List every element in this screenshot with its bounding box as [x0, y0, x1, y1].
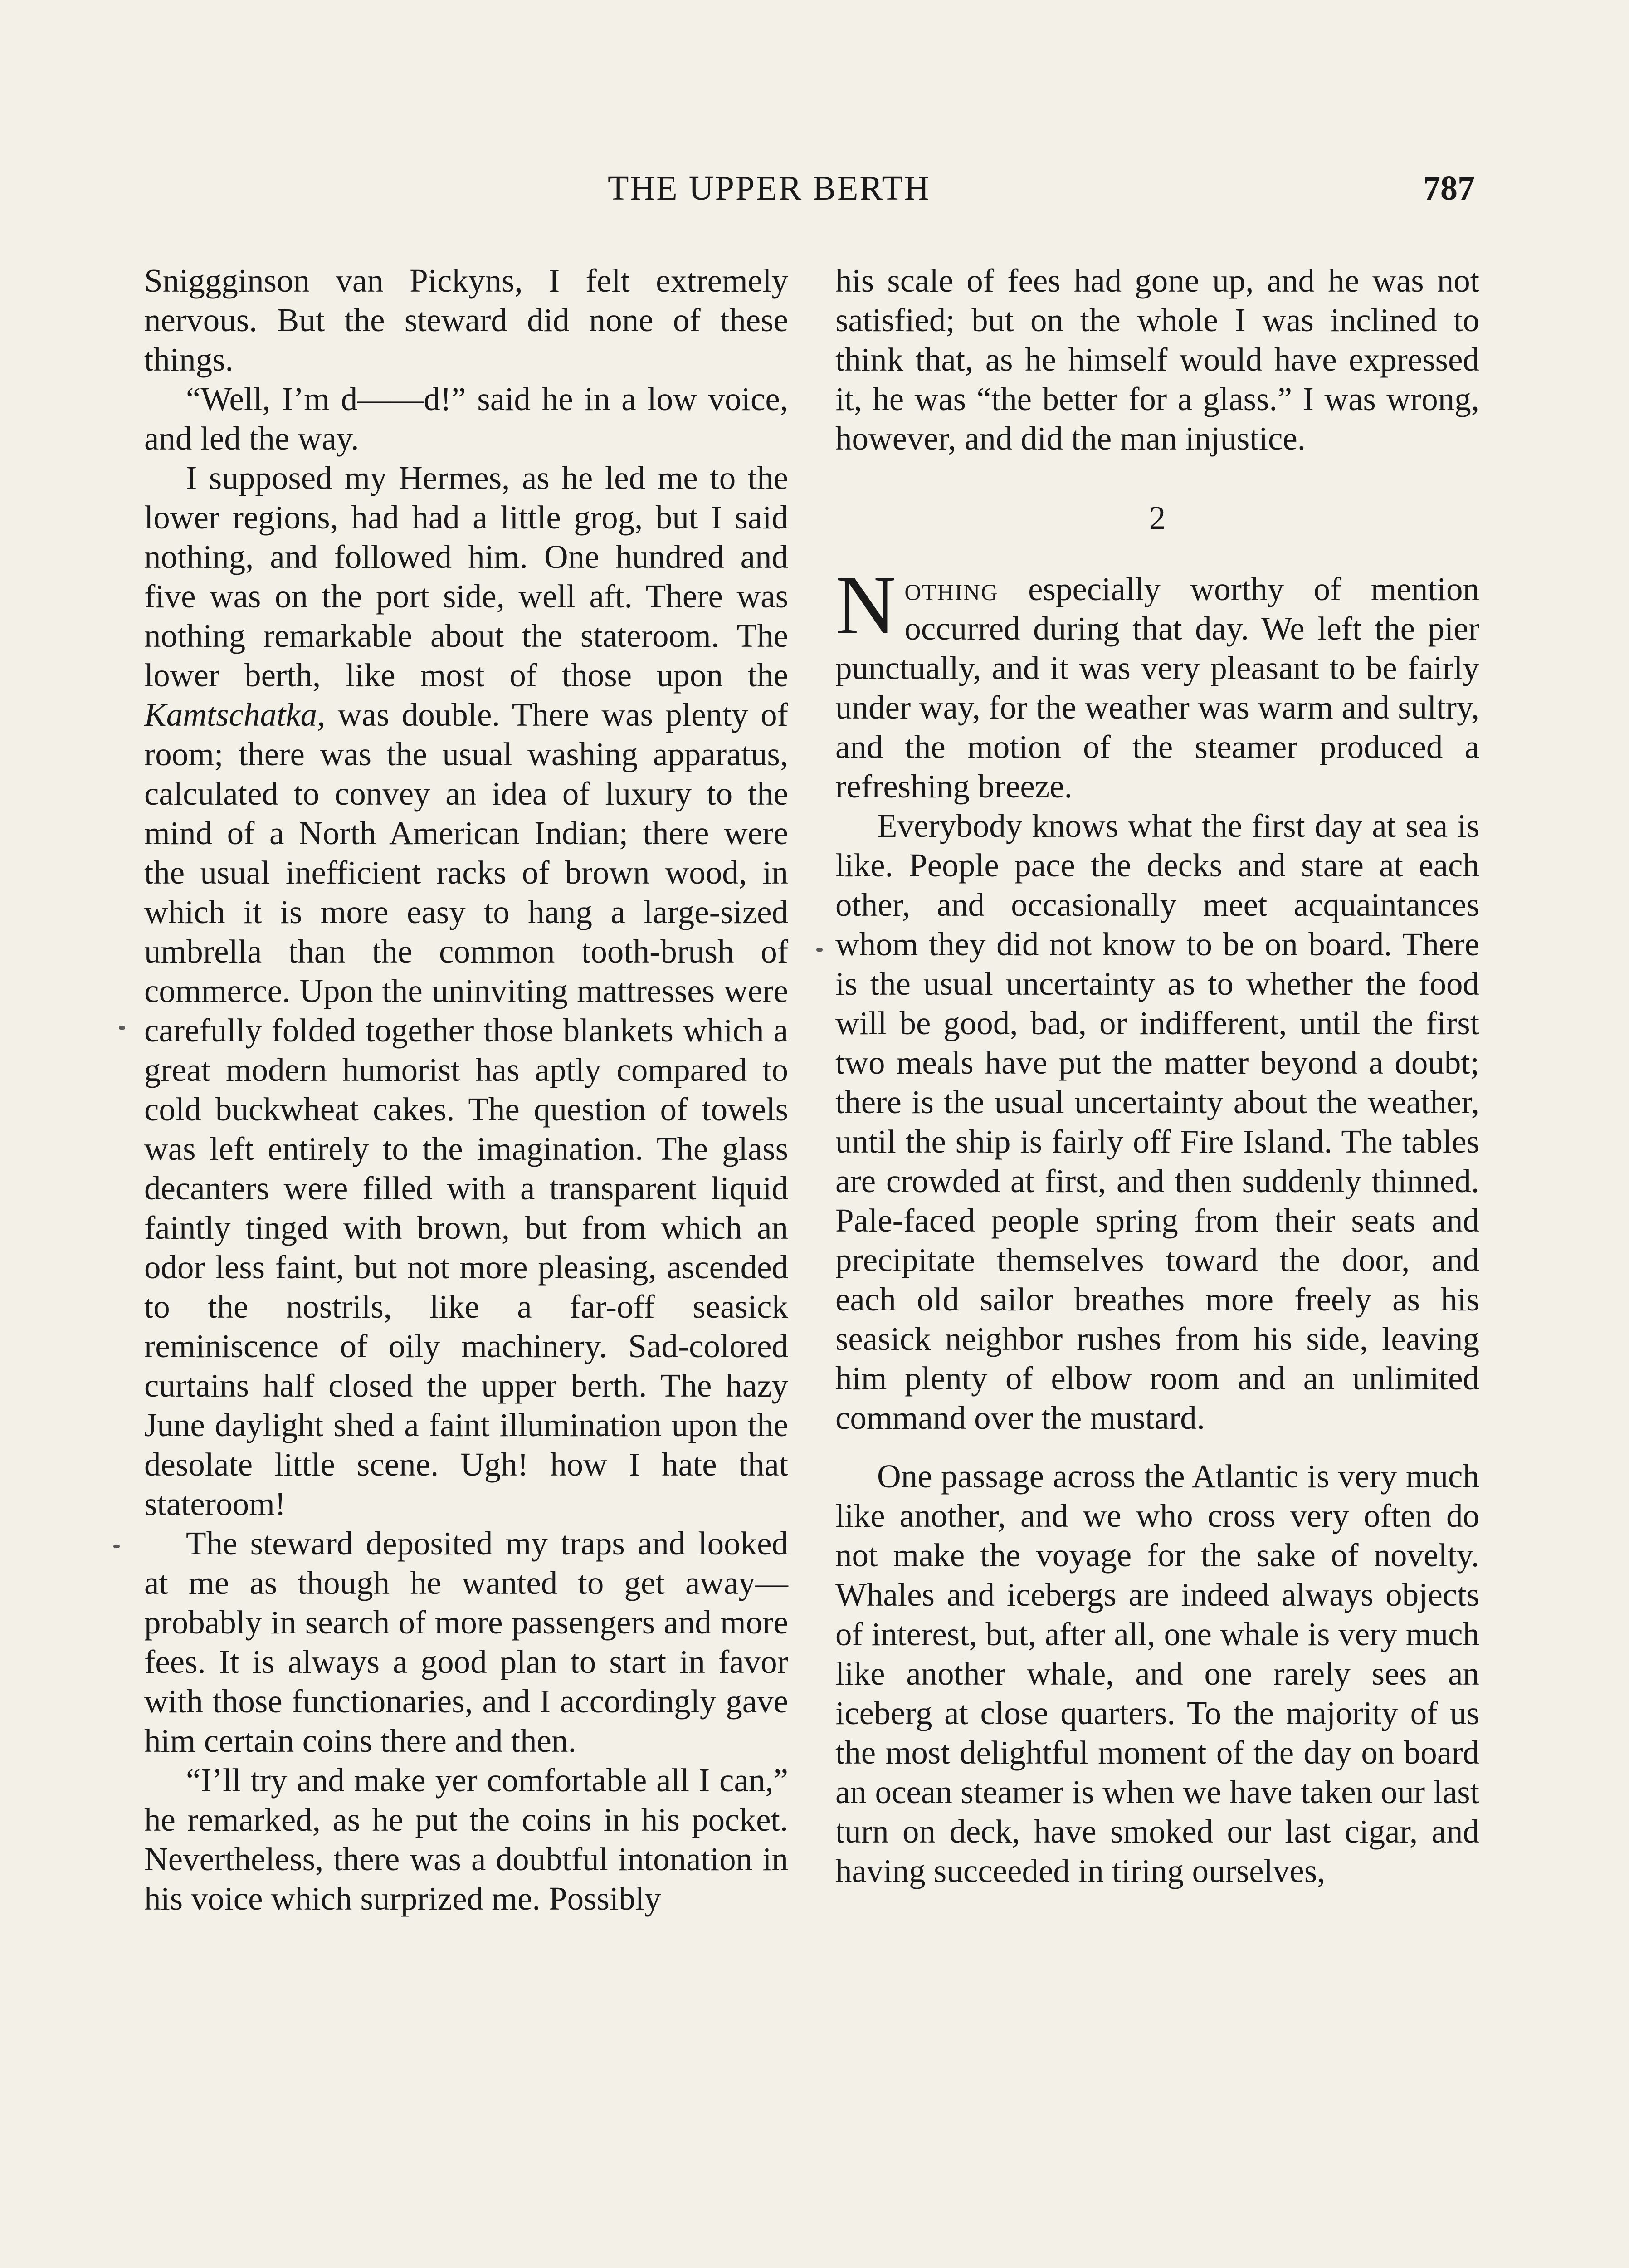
section-number: 2: [1149, 499, 1166, 536]
paragraph: [144, 458, 788, 1524]
small-caps-opening: othing: [904, 571, 999, 607]
print-speck: [113, 1545, 120, 1548]
right-column: [835, 261, 1479, 1891]
print-speck: [816, 948, 823, 952]
paragraph: [835, 558, 1479, 806]
page-number: 787: [1423, 169, 1475, 207]
paragraph: “Well, I’m d——d!” said he in a low voice, and led the way.: [144, 381, 788, 457]
running-title: THE UPPER BERTH: [608, 169, 931, 207]
page-header: [0, 168, 1629, 209]
paragraph: his scale of fees had gone up, and he was not satisfied; but on the whole I was inclined to think that, as he himself would have expressed it, he was “the better for a glass.” I was wrong, however, and did the man injustice.: [835, 262, 1479, 457]
paragraph-text: especially worthy of mention occurred during that day. We left the pier punctually, and it was very pleasant to be fairly under way, for the weather was warm and sultry, and the motion of the steamer produced a refreshing breeze.: [835, 571, 1479, 805]
print-speck: [119, 1026, 125, 1030]
ship-name: Kamtschatka,: [144, 696, 326, 733]
left-column: [144, 261, 788, 1918]
paragraph-text: I supposed my Hermes, as he led me to the lower regions, had had a little grog, but I said nothing, and followed him. One hundred and five was on the port side, well aft. There was nothing remarkable about the stateroom. The lower berth, like most of those upon the: [144, 459, 788, 694]
paragraph: The steward deposited my traps and looked at me as though he wanted to get away—probably in search of more passengers and more fees. It is always a good plan to start in favor with those functionaries, and I accordingly gave him certain coins there and then.: [144, 1525, 788, 1759]
paragraph: Everybody knows what the first day at sea is like. People pace the decks and stare at each other, and occasionally meet acquaintances whom they did not know to be on board. There is the usual uncertainty as to whether the food will be good, bad, or indifferent, until the first two meals have put the matter beyond a doubt; there is the usual uncertainty about the weather, until the ship is fairly off Fire Island. The tables are crowded at first, and then suddenly thinned. Pale-faced people spring from their seats and precipitate themselves toward the door, and each old sailor breathes more freely as his seasick neighbor rushes from his side, leaving him plenty of elbow room and an unlimited command over the mustard.: [835, 807, 1479, 1436]
paragraph-text: was double. There was plenty of room; there was the usual washing apparatus, calculated to convey an idea of luxury to the mind of a North American Indian; there were the usual inefficient racks of brown wood, in which it is more easy to hang a large-sized umbrella than the common tooth-brush of commerce. Upon the uninviting mattresses were carefully folded together those blankets which a great modern humorist has aptly compared to cold buckwheat cakes. The question of towels was left entirely to the imagination. The glass decanters were filled with a transparent liquid faintly tinged with brown, but from which an odor less faint, but not more pleasing, ascended to the nostrils, like a far-off seasick reminiscence of oily machinery. Sad-colored curtains half closed the upper berth. The hazy June daylight shed a faint illumination upon the desolate little scene. Ugh! how I hate that stateroom!: [144, 696, 788, 1522]
paragraph: One passage across the Atlantic is very much like another, and we who cross very often do not make the voyage for the sake of novelty. Whales and icebergs are indeed always objects of interest, but, after all, one whale is very much like another whale, and one rarely sees an iceberg at close quarters. To the majority of us the most delightful moment of the day on board an ocean steamer is when we have taken our last turn on deck, have smoked our last cigar, and having succeeded in tiring ourselves,: [835, 1458, 1479, 1889]
drop-cap: N: [835, 558, 897, 652]
paragraph: “I’ll try and make yer comfortable all I can,” he remarked, as he put the coins in his pocket. Nevertheless, there was a doubtful intonation in his voice which surprized me. Possibly: [144, 1762, 788, 1917]
paragraph: Sniggginson van Pickyns, I felt extremely nervous. But the steward did none of these things.: [144, 262, 788, 378]
